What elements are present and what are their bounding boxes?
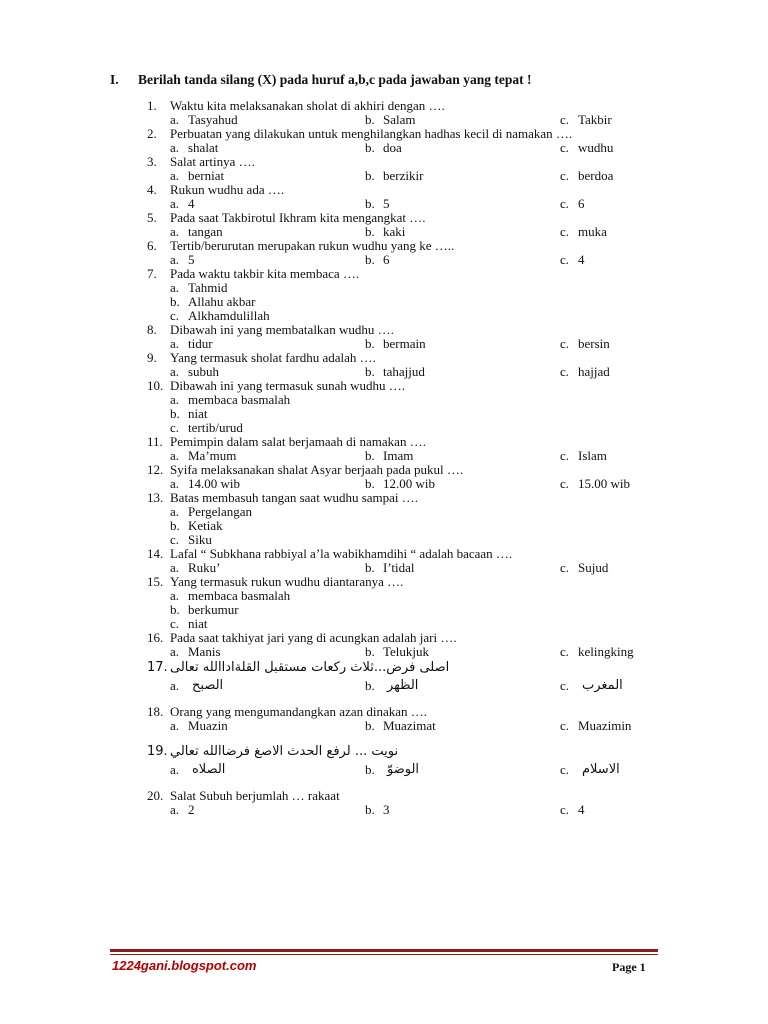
option-letter: b. [365,336,375,351]
option-text: tidur [188,336,213,351]
question-spacer [147,733,707,743]
question-row [147,631,707,645]
option-letter: a. [170,762,180,777]
question-row [147,705,707,719]
option-text: 6 [383,252,390,267]
option-letter: a. [170,140,180,155]
option-row [147,449,707,463]
question-text: Pada saat Takbirotul Ikhram kita mengangkat …. [170,210,426,225]
option-row [147,561,707,575]
option-text: bersin [578,336,610,351]
option-text: berdoa [578,168,614,183]
option-letter: c. [560,112,570,127]
question-number: 3. [147,154,157,169]
question-number: 11. [147,434,163,449]
question-row [147,575,707,589]
question-number: 2. [147,126,157,141]
question-row [147,463,707,477]
option-text: Muazimin [578,718,632,733]
option-letter: c. [560,718,570,733]
option-letter: b. [170,602,180,617]
option-row [147,393,707,407]
option-letter: b. [365,762,375,777]
option-text: 14.00 wib [188,476,240,491]
option-text: Allahu akbar [188,294,256,309]
question-text: Salat Subuh berjumlah … rakaat [170,788,340,803]
option-letter: c. [560,560,570,575]
question-row [147,743,707,761]
question-row [147,211,707,225]
option-row [147,141,707,155]
option-text: الصبح [192,678,224,693]
question-text: Yang termasuk rukun wudhu diantaranya …. [170,574,404,589]
question-row [147,435,707,449]
question-number: 12. [147,462,164,477]
option-row [147,197,707,211]
question-row [147,323,707,337]
footer-page-number: Page 1 [612,960,646,974]
option-text: I’tidal [383,560,415,575]
option-letter: a. [170,504,180,519]
question-row [147,789,707,803]
option-row [147,617,707,631]
option-text: 15.00 wib [578,476,630,491]
option-letter: c. [560,196,570,211]
option-letter: a. [170,168,180,183]
option-letter: a. [170,588,180,603]
question-text: Pemimpin dalam salat berjamaah di namakan …. [170,434,426,449]
option-row [147,337,707,351]
option-text: Alkhamdulillah [188,308,270,323]
option-text: Takbir [578,112,612,127]
option-letter: a. [170,224,180,239]
option-row [147,533,707,547]
option-letter: c. [560,802,570,817]
question-list [147,99,707,817]
option-row [147,407,707,421]
option-text: muka [578,224,607,239]
option-text: hajjad [578,364,610,379]
question-row [147,547,707,561]
option-row [147,477,707,491]
option-letter: c. [560,476,570,491]
option-letter: b. [170,406,180,421]
option-text: berniat [188,168,225,183]
question-text: Syifa melaksanakan shalat Asyar berjaah pada pukul …. [170,462,464,477]
question-number: 8. [147,322,157,337]
option-row [147,603,707,617]
option-letter: c. [170,308,180,323]
question-text: نويت ... لرفع الحدث الاصغ فرضاالله تعالي [170,744,399,759]
option-text: الوضوّ [387,762,420,777]
question-row [147,379,707,393]
option-text: 4 [578,252,585,267]
option-text: 3 [383,802,390,817]
option-letter: b. [170,518,180,533]
option-row [147,803,707,817]
option-text: 2 [188,802,195,817]
option-row [147,677,707,695]
option-letter: c. [560,252,570,267]
option-letter: b. [365,448,375,463]
option-letter: b. [365,678,375,693]
option-text: berzikir [383,168,424,183]
option-letter: a. [170,196,180,211]
option-text: Telukjuk [383,644,430,659]
question-text: Pada waktu takbir kita membaca …. [170,266,360,281]
question-row [147,659,707,677]
option-letter: c. [560,168,570,183]
option-text: 4 [188,196,195,211]
option-text: Ketiak [188,518,223,533]
section-number: I. [110,72,119,87]
option-row [147,365,707,379]
question-text: Tertib/berurutan merupakan rukun wudhu yang ke ….. [170,238,455,253]
option-text: Ma’mum [188,448,237,463]
option-letter: b. [365,252,375,267]
option-text: 5 [383,196,390,211]
option-text: membaca basmalah [188,588,291,603]
option-row [147,761,707,779]
question-number: 10. [147,378,164,393]
option-letter: b. [365,802,375,817]
option-letter: a. [170,336,180,351]
option-letter: a. [170,364,180,379]
question-text: Batas membasuh tangan saat wudhu sampai …. [170,490,419,505]
option-text: bermain [383,336,426,351]
option-text: الظهر [387,678,419,693]
option-text: Islam [578,448,607,463]
question-row [147,155,707,169]
option-row [147,253,707,267]
option-letter: a. [170,280,180,295]
question-number: 6. [147,238,157,253]
option-letter: a. [170,476,180,491]
option-text: الصلاه [192,762,226,777]
option-text: kelingking [578,644,634,659]
option-text: 4 [578,802,585,817]
option-letter: b. [365,644,375,659]
option-letter: a. [170,644,180,659]
question-number: 9. [147,350,157,365]
option-text: membaca basmalah [188,392,291,407]
question-row [147,239,707,253]
option-letter: c. [170,420,180,435]
option-row [147,421,707,435]
option-letter: c. [560,448,570,463]
question-text: Dibawah ini yang membatalkan wudhu …. [170,322,394,337]
question-row [147,99,707,113]
question-text: Pada saat takhiyat jari yang di acungkan adalah jari …. [170,630,457,645]
option-text: Muazin [188,718,228,733]
option-row [147,645,707,659]
question-row [147,491,707,505]
question-text: Waktu kita melaksanakan sholat di akhiri dengan …. [170,98,445,113]
option-text: niat [188,616,208,631]
option-letter: b. [170,294,180,309]
question-number: 14. [147,546,164,561]
question-number: 1. [147,98,157,113]
option-text: Imam [383,448,414,463]
option-text: doa [383,140,402,155]
option-letter: a. [170,718,180,733]
question-number: 17. [147,660,168,675]
option-text: Ruku’ [188,560,221,575]
question-number: 16. [147,630,164,645]
footer-blog-link[interactable]: 1224gani.blogspot.com [112,958,257,973]
question-number: 20. [147,788,164,803]
question-text: Salat artinya …. [170,154,255,169]
question-row [147,127,707,141]
option-text: shalat [188,140,219,155]
option-text: berkumur [188,602,239,617]
question-text: Yang termasuk sholat fardhu adalah …. [170,350,376,365]
question-text: Dibawah ini yang termasuk sunah wudhu …. [170,378,406,393]
option-letter: c. [560,678,570,693]
option-row [147,225,707,239]
option-letter: b. [365,364,375,379]
option-text: المغرب [582,678,623,693]
option-letter: b. [365,224,375,239]
option-row [147,589,707,603]
option-row [147,169,707,183]
option-letter: b. [365,476,375,491]
section-instruction: Berilah tanda silang (X) pada huruf a,b,c pada jawaban yang tepat ! [138,72,532,87]
option-letter: a. [170,802,180,817]
option-text: Sujud [578,560,609,575]
option-row [147,519,707,533]
question-number: 18. [147,704,164,719]
option-text: 12.00 wib [383,476,435,491]
option-text: tertib/urud [188,420,243,435]
option-text: Manis [188,644,221,659]
option-row [147,113,707,127]
option-letter: b. [365,168,375,183]
option-letter: c. [170,616,180,631]
option-letter: b. [365,112,375,127]
option-text: 5 [188,252,195,267]
question-text: Perbuatan yang dilakukan untuk menghilangkan hadhas kecil di namakan …. [170,126,573,141]
question-row [147,183,707,197]
option-letter: a. [170,678,180,693]
option-letter: a. [170,448,180,463]
question-row [147,351,707,365]
option-row [147,295,707,309]
option-letter: c. [560,762,570,777]
option-letter: b. [365,196,375,211]
option-row [147,309,707,323]
option-text: الاسلام [582,762,620,777]
option-text: kaki [383,224,406,239]
question-text: Rukun wudhu ada …. [170,182,285,197]
option-text: 6 [578,196,585,211]
question-number: 5. [147,210,157,225]
option-letter: c. [560,336,570,351]
question-text: اصلى فرض...ثلاث ركعات مستقبل القلةاداالله تعالى [170,660,450,675]
option-text: Tasyahud [188,112,238,127]
option-letter: a. [170,252,180,267]
option-row [147,719,707,733]
option-letter: b. [365,718,375,733]
option-letter: a. [170,112,180,127]
option-letter: b. [365,560,375,575]
option-row [147,281,707,295]
option-letter: c. [560,644,570,659]
option-text: wudhu [578,140,614,155]
option-text: Muazimat [383,718,436,733]
option-text: tangan [188,224,223,239]
option-text: tahajjud [383,364,425,379]
option-letter: c. [560,364,570,379]
option-letter: c. [560,224,570,239]
option-text: Tahmid [188,280,228,295]
footer-rule-thick [110,949,658,952]
question-number: 13. [147,490,164,505]
option-text: subuh [188,364,220,379]
footer-rule-thin [110,954,658,955]
option-letter: c. [170,532,180,547]
question-text: Orang yang mengumandangkan azan dinakan …. [170,704,428,719]
question-row [147,267,707,281]
option-text: Pergelangan [188,504,253,519]
option-text: Salam [383,112,416,127]
section-heading [110,72,730,88]
option-text: niat [188,406,208,421]
option-letter: b. [365,140,375,155]
question-number: 7. [147,266,157,281]
option-letter: a. [170,560,180,575]
option-text: Siku [188,532,212,547]
option-letter: a. [170,392,180,407]
question-number: 4. [147,182,157,197]
question-number: 19. [147,744,168,759]
option-row [147,505,707,519]
question-number: 15. [147,574,164,589]
option-letter: c. [560,140,570,155]
question-text: Lafal “ Subkhana rabbiyal a’la wabikhamdihi “ adalah bacaan …. [170,546,513,561]
